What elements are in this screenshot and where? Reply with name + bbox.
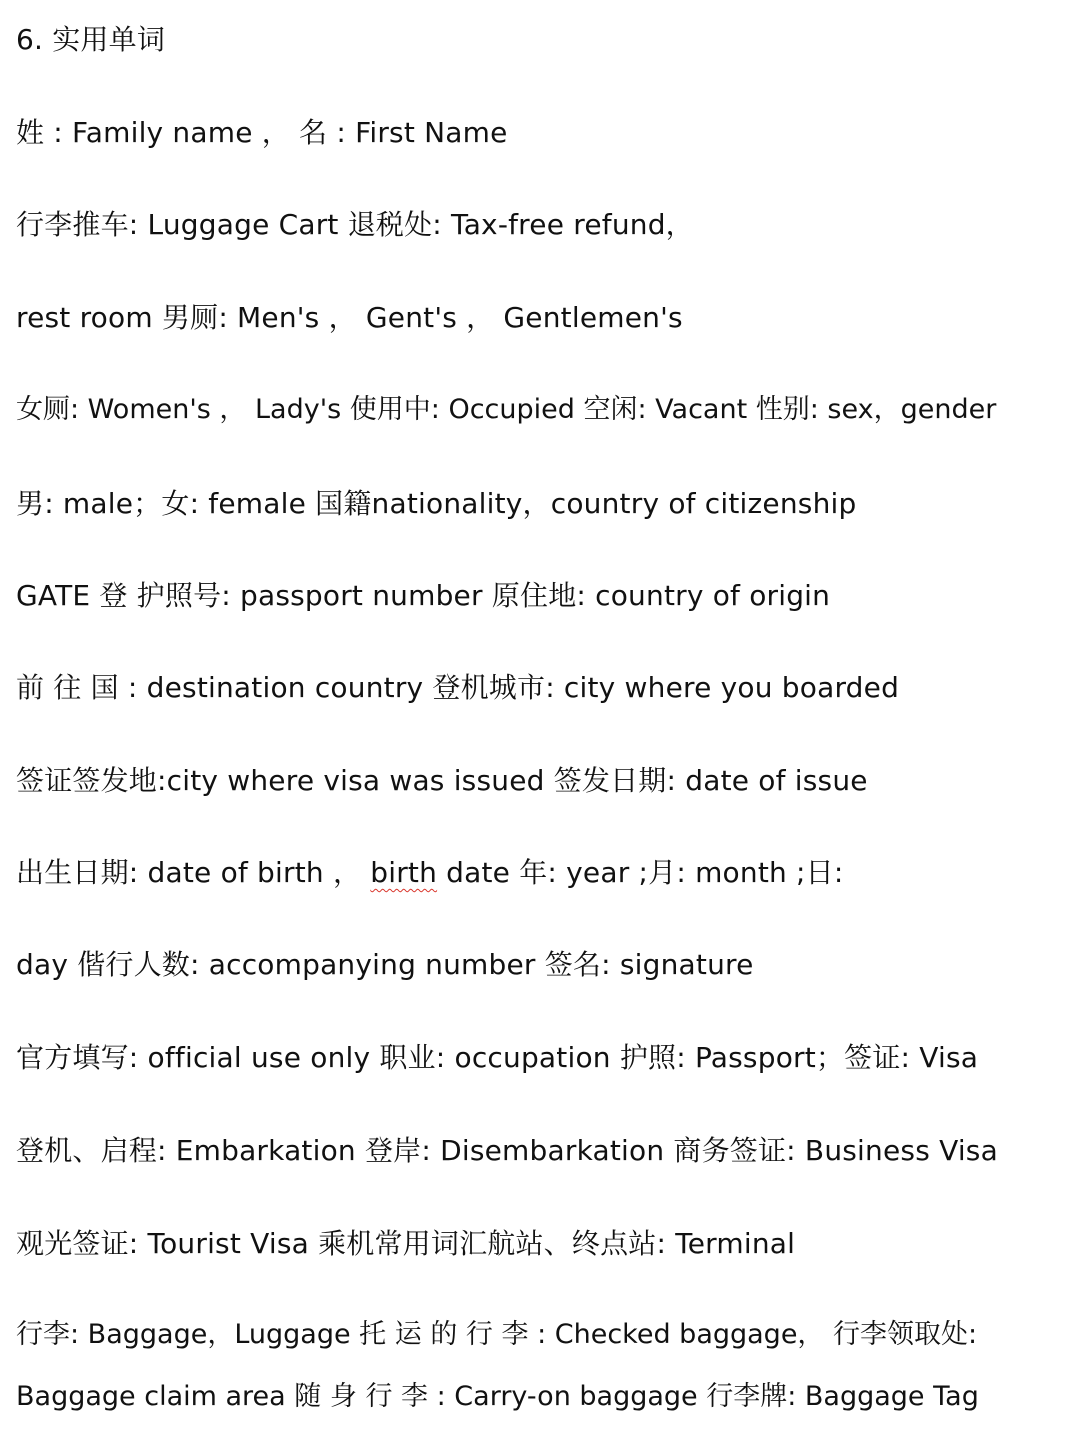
vocab-line-name: 姓 : Family name ， 名 : First Name xyxy=(16,116,508,149)
vocab-line-luggage-cart: 行李推车: Luggage Cart 退税处: Tax-free refund， xyxy=(16,208,694,241)
vocab-line-womens: 女厕: Women's ， Lady's 使用中: Occupied 空闲: Vacant 性别: sex，gender xyxy=(16,394,997,425)
vocab-line-baggage: 行李: Baggage，Luggage 托 运 的 行 李 : Checked baggage， 行李领取处: xyxy=(16,1319,978,1350)
vocab-line-birth-date xyxy=(16,853,1072,893)
vocab-line-baggage-claim: Baggage claim area 随 身 行 李 : Carry-on baggage 行李牌: Baggage Tag xyxy=(16,1381,979,1412)
vocab-line-gate: GATE 登 护照号: passport number 原住地: country of origin xyxy=(16,579,831,612)
spellcheck-flagged-word[interactable]: birth xyxy=(370,856,438,889)
birth-date-text-after: date 年: year ;月: month ;日: xyxy=(437,856,844,889)
vocab-line-visa-issue: 签证签发地:city where visa was issued 签发日期: date of issue xyxy=(16,764,868,797)
section-title: 6. 实用单词 xyxy=(16,23,166,56)
vocab-line-official-use: 官方填写: official use only 职业: occupation 护照: Passport；签证: Visa xyxy=(16,1041,979,1074)
vocab-line-destination: 前 往 国 : destination country 登机城市: city where you boarded xyxy=(16,671,900,704)
vocab-line-accompanying: day 偕行人数: accompanying number 签名: signature xyxy=(16,948,754,981)
vocab-line-embarkation: 登机、启程: Embarkation 登岸: Disembarkation 商务签证: Business Visa xyxy=(16,1134,998,1167)
vocab-line-tourist-visa: 观光签证: Tourist Visa 乘机常用词汇航站、终点站: Terminal xyxy=(16,1227,796,1260)
birth-date-text-before: 出生日期: date of birth ， xyxy=(16,856,371,889)
vocab-line-rest-room: rest room 男厕: Men's ， Gent's ， Gentlemen's xyxy=(16,301,683,334)
vocab-line-gender: 男: male；女: female 国籍nationality，country of citizenship xyxy=(16,487,857,520)
